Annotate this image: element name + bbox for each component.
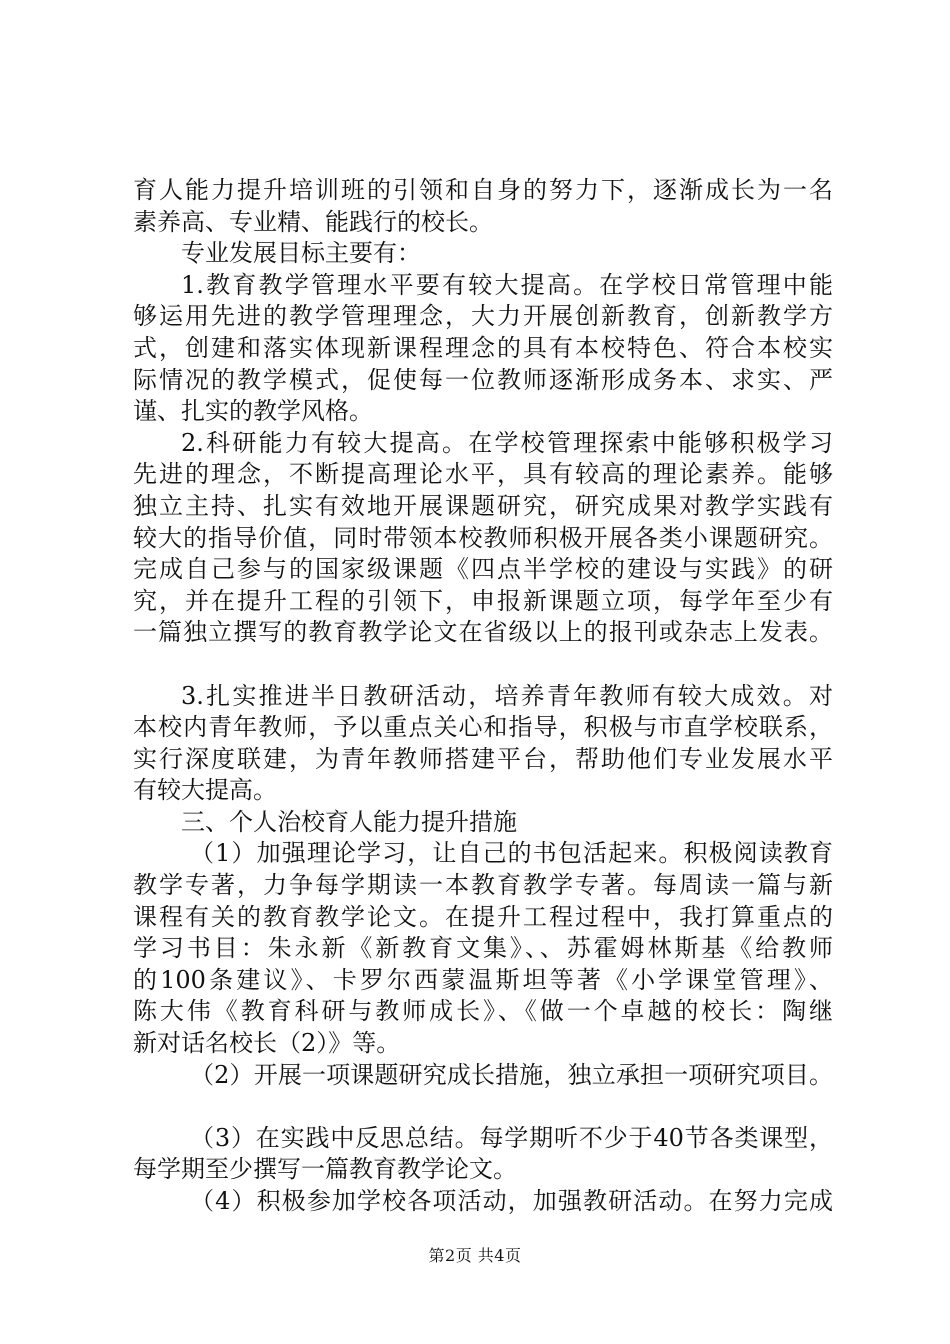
text-line: （1）加强理论学习，让自己的书包活起来。积极阅读教育: [190, 839, 833, 868]
text-line: 完成自己参与的国家级课题《四点半学校的建设与实践》的研: [133, 555, 833, 584]
text-line: 素养高、专业精、能践行的校长。: [133, 207, 493, 236]
text-line: 有较大提高。: [133, 776, 277, 805]
text-line: 课程有关的教育教学论文。在提升工程过程中，我打算重点的: [133, 902, 833, 931]
text-line: 际情况的教学模式，促使每一位教师逐渐形成务本、求实、严: [133, 365, 833, 394]
text-line: 新对话名校长（2）》等。: [133, 1029, 401, 1058]
text-line: 的100条建议》、卡罗尔西蒙温斯坦等著《小学课堂管理》、: [133, 965, 833, 994]
text-line: 一篇独立撰写的教育教学论文在省级以上的报刊或杂志上发表。: [133, 618, 833, 647]
text-line: 够运用先进的教学管理理念，大力开展创新教育，创新教学方: [133, 302, 833, 331]
blank-line: [133, 1091, 833, 1123]
text-line: 2.科研能力有较大提高。在学校管理探索中能够积极学习: [181, 428, 833, 457]
text-line: 实行深度联建，为青年教师搭建平台，帮助他们专业发展水平: [133, 744, 833, 773]
section-heading: 三、个人治校育人能力提升措施: [181, 807, 517, 836]
document-body: [133, 175, 833, 1218]
text-line: 本校内青年教师，予以重点关心和指导，积极与市直学校联系，: [133, 713, 833, 742]
text-line: （4）积极参加学校各项活动，加强教研活动。在努力完成: [190, 1187, 833, 1215]
text-line: 陈大伟《教育科研与教师成长》、《做一个卓越的校长：陶继: [133, 997, 833, 1026]
blank-line: [133, 649, 833, 681]
text-line: 学习书目：朱永新《新教育文集》、、苏霍姆林斯基《给教师: [133, 934, 833, 963]
text-line: 3.扎实推进半日教研活动，培养青年教师有较大成效。对: [181, 681, 833, 710]
text-line: 较大的指导价值，同时带领本校教师积极开展各类小课题研究。: [133, 523, 833, 552]
text-line: 每学期至少撰写一篇教育教学论文。: [133, 1155, 517, 1184]
text-line: （2）开展一项课题研究成长措施，独立承担一项研究项目。: [190, 1060, 833, 1089]
text-line: 独立主持、扎实有效地开展课题研究，研究成果对教学实践有: [133, 491, 833, 520]
text-line: 育人能力提升培训班的引领和自身的努力下，逐渐成长为一名: [133, 176, 833, 204]
text-line: 1.教育教学管理水平要有较大提高。在学校日常管理中能: [181, 270, 833, 299]
text-line: 先进的理念，不断提高理论水平，具有较高的理论素养。能够: [133, 460, 833, 489]
text-line: 究，并在提升工程的引领下，申报新课题立项，每学年至少有: [133, 586, 833, 615]
text-line: 教学专著，力争每学期读一本教育教学专著。每周读一篇与新: [133, 871, 833, 900]
page-number-footer: 第2页 共4页: [428, 1246, 522, 1265]
text-line: 谨、扎实的教学风格。: [133, 397, 373, 426]
text-line: 式，创建和落实体现新课程理念的具有本校特色、符合本校实: [133, 333, 833, 362]
text-line: 专业发展目标主要有：: [181, 239, 421, 268]
text-line: （3）在实践中反思总结。每学期听不少于40节各类课型，: [190, 1123, 833, 1152]
